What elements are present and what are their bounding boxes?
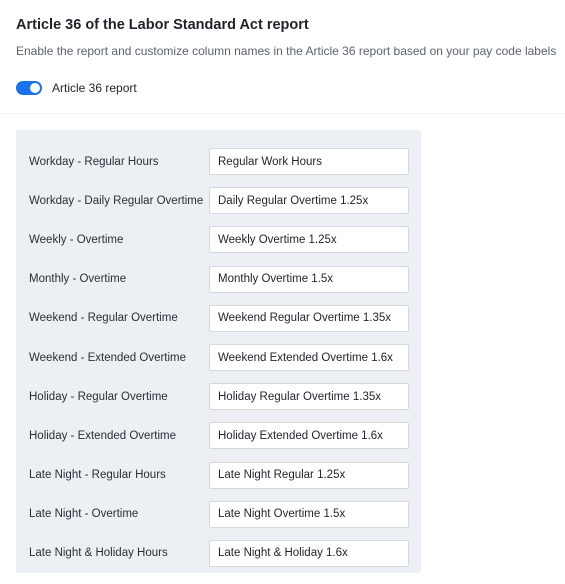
column-row	[16, 181, 421, 220]
column-row	[16, 260, 421, 299]
toggle-knob	[30, 83, 40, 93]
pay-code-label: Holiday - Extended Overtime	[29, 429, 177, 442]
column-row	[16, 299, 421, 338]
page-title: Article 36 of the Labor Standard Act report	[16, 17, 309, 33]
column-name-input[interactable]	[209, 226, 409, 253]
column-row	[16, 534, 421, 573]
section-header	[0, 0, 565, 114]
pay-code-label: Weekly - Overtime	[29, 233, 124, 246]
column-name-input[interactable]	[209, 187, 409, 214]
column-row	[16, 416, 421, 455]
pay-code-label: Late Night & Holiday Hours	[29, 547, 168, 560]
pay-code-label: Holiday - Regular Overtime	[29, 390, 168, 403]
column-name-input[interactable]	[209, 462, 409, 489]
pay-code-label: Late Night - Overtime	[29, 508, 139, 521]
pay-code-label: Workday - Daily Regular Overtime	[29, 194, 204, 207]
column-name-input[interactable]	[209, 344, 409, 371]
column-name-input[interactable]	[209, 383, 409, 410]
column-name-input[interactable]	[209, 305, 409, 332]
article36-report-toggle[interactable]	[16, 81, 42, 95]
pay-code-label: Workday - Regular Hours	[29, 155, 159, 168]
column-row	[16, 142, 421, 181]
toggle-label: Article 36 report	[52, 81, 137, 95]
column-row	[16, 495, 421, 534]
column-row	[16, 338, 421, 377]
column-name-input[interactable]	[209, 540, 409, 567]
pay-code-label: Monthly - Overtime	[29, 273, 127, 286]
column-row	[16, 456, 421, 495]
page-description: Enable the report and customize column names in the Article 36 report based on your pay code labels	[16, 44, 557, 58]
report-toggle-row	[16, 81, 549, 95]
pay-code-label: Weekend - Regular Overtime	[29, 312, 178, 325]
pay-code-label: Weekend - Extended Overtime	[29, 351, 187, 364]
column-name-input[interactable]	[209, 422, 409, 449]
pay-code-label: Late Night - Regular Hours	[29, 469, 166, 482]
column-name-input[interactable]	[209, 266, 409, 293]
column-row	[16, 220, 421, 259]
column-name-input[interactable]	[209, 148, 409, 175]
column-name-input[interactable]	[209, 501, 409, 528]
column-names-panel	[16, 130, 421, 573]
column-row	[16, 377, 421, 416]
